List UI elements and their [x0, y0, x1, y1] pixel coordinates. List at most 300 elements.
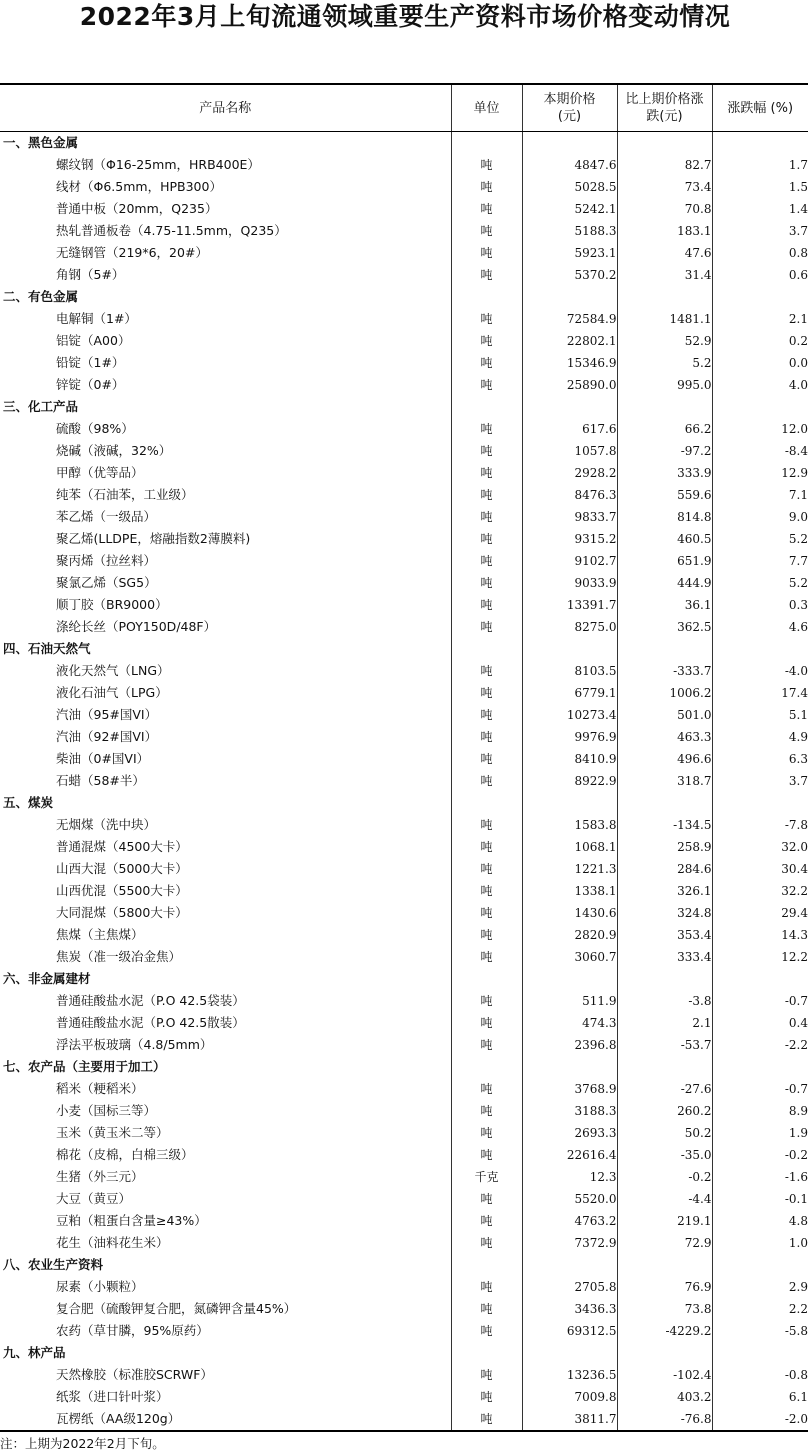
category-row — [0, 286, 808, 308]
change-percent-cell: 0.2 — [788, 334, 808, 348]
unit-cell — [451, 968, 522, 990]
unit-cell — [451, 1342, 522, 1364]
unit-cell — [451, 638, 522, 660]
price-change-cell: -134.5 — [617, 814, 712, 836]
current-price-cell: 1068.1 — [522, 836, 617, 858]
category-row — [0, 396, 808, 418]
table-row — [0, 462, 808, 484]
product-name-cell: 尿素（小颗粒） — [56, 1279, 144, 1294]
price-change-cell: 82.7 — [617, 154, 712, 176]
current-price-cell — [522, 396, 617, 418]
current-price-cell — [522, 968, 617, 990]
table-row — [0, 682, 808, 704]
price-change-cell: -35.0 — [617, 1144, 712, 1166]
change-percent-cell: -2.0 — [712, 1408, 808, 1431]
unit-cell: 吨 — [451, 154, 522, 176]
table-row — [0, 616, 808, 638]
price-change-cell: 501.0 — [617, 704, 712, 726]
product-name-cell: 大同混煤（5800大卡） — [56, 905, 188, 920]
current-price-cell: 511.9 — [522, 990, 617, 1012]
unit-cell: 吨 — [451, 1012, 522, 1034]
unit-cell: 吨 — [451, 176, 522, 198]
current-price-cell: 2928.2 — [522, 462, 617, 484]
unit-cell: 吨 — [451, 616, 522, 638]
change-percent-cell: 1.4 — [788, 202, 808, 216]
unit-cell: 吨 — [451, 484, 522, 506]
product-name-cell: 复合肥（硫酸钾复合肥，氮磷钾含量45%） — [56, 1301, 297, 1316]
change-percent-cell: 1.5 — [788, 180, 808, 194]
unit-cell — [451, 286, 522, 308]
product-name-cell: 柴油（0#国VI） — [56, 751, 150, 766]
price-table — [0, 83, 808, 1432]
unit-cell: 吨 — [451, 1232, 522, 1254]
change-percent-cell: -0.8 — [784, 1368, 808, 1382]
header-change-percent: 涨跌幅 (%) — [712, 84, 808, 132]
change-percent-cell — [712, 1254, 808, 1276]
product-name-cell: 聚氯乙烯（SG5） — [56, 575, 157, 590]
table-row — [0, 726, 808, 748]
price-change-cell — [617, 1342, 712, 1364]
product-name-cell: 线材（Φ6.5mm，HPB300） — [56, 179, 222, 194]
price-change-cell: -102.4 — [617, 1364, 712, 1386]
table-row — [0, 440, 808, 462]
unit-cell: 吨 — [451, 352, 522, 374]
price-change-cell — [617, 1254, 712, 1276]
change-percent-cell: 6.3 — [788, 752, 808, 766]
table-header-row — [0, 84, 808, 132]
price-change-cell: 496.6 — [617, 748, 712, 770]
unit-cell: 吨 — [451, 748, 522, 770]
product-name-cell: 稻米（粳稻米） — [56, 1081, 144, 1096]
current-price-cell: 9315.2 — [522, 528, 617, 550]
unit-cell: 吨 — [451, 1100, 522, 1122]
current-price-cell — [522, 1254, 617, 1276]
table-row — [0, 924, 808, 946]
price-change-cell — [617, 638, 712, 660]
current-price-cell: 5370.2 — [522, 264, 617, 286]
table-row — [0, 418, 808, 440]
table-row — [0, 1386, 808, 1408]
unit-cell: 吨 — [451, 550, 522, 572]
unit-cell: 吨 — [451, 704, 522, 726]
unit-cell — [451, 1056, 522, 1078]
change-percent-cell: 32.0 — [781, 840, 808, 854]
price-change-cell: -4.4 — [617, 1188, 712, 1210]
category-row — [0, 968, 808, 990]
change-percent-cell: 1.0 — [788, 1236, 808, 1250]
price-change-cell: 333.9 — [617, 462, 712, 484]
unit-cell: 吨 — [451, 1188, 522, 1210]
product-name-cell: 液化天然气（LNG） — [56, 663, 170, 678]
change-percent-cell — [712, 1056, 808, 1078]
current-price-cell: 8275.0 — [522, 616, 617, 638]
current-price-cell: 5188.3 — [522, 220, 617, 242]
current-price-cell: 1057.8 — [522, 440, 617, 462]
category-row — [0, 792, 808, 814]
category-name-cell: 四、石油天然气 — [3, 641, 91, 656]
price-change-cell: 31.4 — [617, 264, 712, 286]
change-percent-cell: 17.4 — [781, 686, 808, 700]
table-row — [0, 594, 808, 616]
category-name-cell: 一、黑色金属 — [3, 135, 79, 150]
category-name-cell: 五、煤炭 — [3, 795, 54, 810]
table-row — [0, 748, 808, 770]
current-price-cell — [522, 638, 617, 660]
current-price-cell: 3811.7 — [522, 1408, 617, 1431]
price-change-cell: -4229.2 — [617, 1320, 712, 1342]
change-percent-cell: -7.8 — [784, 818, 808, 832]
change-percent-cell: 12.9 — [781, 466, 808, 480]
header-current-price-label: 本期价格(元) — [543, 92, 596, 124]
price-change-cell: 284.6 — [617, 858, 712, 880]
change-percent-cell: 9.0 — [788, 510, 808, 524]
change-percent-cell: 4.0 — [788, 378, 808, 392]
change-percent-cell: 4.9 — [788, 730, 808, 744]
current-price-cell: 1583.8 — [522, 814, 617, 836]
table-row — [0, 836, 808, 858]
price-change-cell: 353.4 — [617, 924, 712, 946]
current-price-cell — [522, 132, 617, 155]
product-name-cell: 棉花（皮棉，白棉三级） — [56, 1147, 194, 1162]
change-percent-cell: 5.2 — [788, 532, 808, 546]
change-percent-cell: -4.0 — [784, 664, 808, 678]
product-name-cell: 玉米（黄玉米二等） — [56, 1125, 169, 1140]
price-change-cell: 995.0 — [617, 374, 712, 396]
price-change-cell: 52.9 — [617, 330, 712, 352]
table-row — [0, 946, 808, 968]
current-price-cell: 3436.3 — [522, 1298, 617, 1320]
unit-cell: 吨 — [451, 1386, 522, 1408]
product-name-cell: 汽油（95#国VI） — [56, 707, 158, 722]
table-row — [0, 550, 808, 572]
price-change-cell: 183.1 — [617, 220, 712, 242]
table-row — [0, 1188, 808, 1210]
product-name-cell: 硫酸（98%） — [56, 421, 134, 436]
price-change-cell: 463.3 — [617, 726, 712, 748]
current-price-cell: 3060.7 — [522, 946, 617, 968]
change-percent-cell: 1.7 — [788, 158, 808, 172]
change-percent-cell: 32.2 — [781, 884, 808, 898]
unit-cell: 吨 — [451, 1144, 522, 1166]
unit-cell: 吨 — [451, 330, 522, 352]
change-percent-cell: -0.7 — [784, 1082, 808, 1096]
current-price-cell: 2396.8 — [522, 1034, 617, 1056]
price-change-cell: 36.1 — [617, 594, 712, 616]
change-percent-cell — [712, 638, 808, 660]
change-percent-cell: 2.2 — [788, 1302, 808, 1316]
header-price-change-label: 比上期价格涨跌(元) — [625, 92, 704, 124]
product-name-cell: 花生（油料花生米） — [56, 1235, 169, 1250]
unit-cell: 吨 — [451, 770, 522, 792]
footnote: 注：上期为2022年2月下旬。 — [0, 1436, 165, 1451]
price-change-cell: -27.6 — [617, 1078, 712, 1100]
current-price-cell: 25890.0 — [522, 374, 617, 396]
table-row — [0, 814, 808, 836]
price-change-cell — [617, 286, 712, 308]
category-name-cell: 三、化工产品 — [3, 399, 79, 414]
price-change-cell: 76.9 — [617, 1276, 712, 1298]
unit-cell — [451, 1254, 522, 1276]
change-percent-cell: -0.1 — [784, 1192, 808, 1206]
current-price-cell: 2693.3 — [522, 1122, 617, 1144]
unit-cell: 吨 — [451, 902, 522, 924]
table-row — [0, 1166, 808, 1188]
product-name-cell: 螺纹钢（Φ16-25mm，HRB400E） — [56, 157, 260, 172]
price-change-cell: 1481.1 — [617, 308, 712, 330]
product-name-cell: 纯苯（石油苯，工业级） — [56, 487, 194, 502]
price-change-cell: 258.9 — [617, 836, 712, 858]
product-name-cell: 无缝钢管（219*6，20#） — [56, 245, 208, 260]
current-price-cell: 3768.9 — [522, 1078, 617, 1100]
table-row — [0, 528, 808, 550]
change-percent-cell: 6.1 — [788, 1390, 808, 1404]
price-change-cell: 1006.2 — [617, 682, 712, 704]
current-price-cell: 5242.1 — [522, 198, 617, 220]
table-row — [0, 264, 808, 286]
current-price-cell: 10273.4 — [522, 704, 617, 726]
table-row — [0, 1034, 808, 1056]
table-row — [0, 1276, 808, 1298]
unit-cell: 吨 — [451, 660, 522, 682]
table-row — [0, 1364, 808, 1386]
current-price-cell: 8410.9 — [522, 748, 617, 770]
unit-cell: 吨 — [451, 528, 522, 550]
unit-cell: 吨 — [451, 1276, 522, 1298]
current-price-cell: 7009.8 — [522, 1386, 617, 1408]
header-unit: 单位 — [451, 84, 522, 132]
change-percent-cell: 14.3 — [781, 928, 808, 942]
price-change-cell: 5.2 — [617, 352, 712, 374]
product-name-cell: 山西大混（5000大卡） — [56, 861, 188, 876]
product-name-cell: 焦炭（准一级冶金焦） — [56, 949, 182, 964]
change-percent-cell: 0.8 — [788, 246, 808, 260]
table-row — [0, 1320, 808, 1342]
price-change-cell: -53.7 — [617, 1034, 712, 1056]
change-percent-cell: 0.3 — [788, 598, 808, 612]
product-name-cell: 甲醇（优等品） — [56, 465, 144, 480]
category-row — [0, 1254, 808, 1276]
current-price-cell: 13391.7 — [522, 594, 617, 616]
table-row — [0, 506, 808, 528]
product-name-cell: 热轧普通板卷（4.75-11.5mm，Q235） — [56, 223, 287, 238]
change-percent-cell: 2.1 — [788, 312, 808, 326]
current-price-cell: 5923.1 — [522, 242, 617, 264]
unit-cell: 吨 — [451, 242, 522, 264]
change-percent-cell: 2.9 — [788, 1280, 808, 1294]
product-name-cell: 纸浆（进口针叶浆） — [56, 1389, 169, 1404]
page-title: 2022年3月上旬流通领域重要生产资料市场价格变动情况 — [79, 2, 731, 31]
table-row — [0, 308, 808, 330]
change-percent-cell — [712, 968, 808, 990]
product-name-cell: 锌锭（0#） — [56, 377, 125, 392]
current-price-cell: 13236.5 — [522, 1364, 617, 1386]
price-change-cell: 70.8 — [617, 198, 712, 220]
change-percent-cell: -0.7 — [784, 994, 808, 1008]
change-percent-cell: 3.7 — [788, 224, 808, 238]
category-name-cell: 二、有色金属 — [3, 289, 79, 304]
product-name-cell: 电解铜（1#） — [56, 311, 137, 326]
current-price-cell: 2705.8 — [522, 1276, 617, 1298]
current-price-cell — [522, 286, 617, 308]
category-row — [0, 1056, 808, 1078]
current-price-cell: 8922.9 — [522, 770, 617, 792]
category-row — [0, 132, 808, 155]
table-row — [0, 704, 808, 726]
change-percent-cell: 4.6 — [788, 620, 808, 634]
change-percent-cell: -0.2 — [784, 1148, 808, 1162]
product-name-cell: 普通硅酸盐水泥（P.O 42.5散装） — [56, 1015, 245, 1030]
unit-cell: 吨 — [451, 726, 522, 748]
unit-cell: 吨 — [451, 264, 522, 286]
table-row — [0, 1144, 808, 1166]
table-row — [0, 242, 808, 264]
price-change-cell: 318.7 — [617, 770, 712, 792]
unit-cell: 吨 — [451, 506, 522, 528]
header-current-price — [522, 84, 617, 132]
category-name-cell: 九、林产品 — [3, 1345, 66, 1360]
product-name-cell: 聚丙烯（拉丝料） — [56, 553, 157, 568]
current-price-cell: 6779.1 — [522, 682, 617, 704]
current-price-cell — [522, 792, 617, 814]
price-change-cell: 50.2 — [617, 1122, 712, 1144]
change-percent-cell: -1.6 — [784, 1170, 808, 1184]
price-change-cell: 2.1 — [617, 1012, 712, 1034]
table-row — [0, 374, 808, 396]
table-row — [0, 1408, 808, 1431]
table-row — [0, 198, 808, 220]
header-product-name: 产品名称 — [0, 84, 451, 132]
price-change-cell — [617, 1056, 712, 1078]
unit-cell: 吨 — [451, 814, 522, 836]
change-percent-cell: 0.0 — [788, 356, 808, 370]
price-change-cell — [617, 968, 712, 990]
table-row — [0, 1078, 808, 1100]
product-name-cell: 普通混煤（4500大卡） — [56, 839, 188, 854]
header-price-change — [617, 84, 712, 132]
change-percent-cell: -5.8 — [784, 1324, 808, 1338]
current-price-cell: 1221.3 — [522, 858, 617, 880]
unit-cell: 吨 — [451, 374, 522, 396]
product-name-cell: 聚乙烯(LLDPE，熔融指数2薄膜料) — [56, 531, 251, 546]
unit-cell: 吨 — [451, 198, 522, 220]
product-name-cell: 苯乙烯（一级品） — [56, 509, 157, 524]
table-row — [0, 990, 808, 1012]
price-change-cell: -333.7 — [617, 660, 712, 682]
current-price-cell: 1430.6 — [522, 902, 617, 924]
unit-cell: 吨 — [451, 990, 522, 1012]
unit-cell: 吨 — [451, 858, 522, 880]
unit-cell — [451, 792, 522, 814]
table-body — [0, 132, 808, 1432]
current-price-cell: 5028.5 — [522, 176, 617, 198]
price-change-cell: 73.8 — [617, 1298, 712, 1320]
unit-cell: 吨 — [451, 440, 522, 462]
current-price-cell: 72584.9 — [522, 308, 617, 330]
unit-cell: 吨 — [451, 1034, 522, 1056]
price-change-cell: 362.5 — [617, 616, 712, 638]
product-name-cell: 农药（草甘膦，95%原药） — [56, 1323, 209, 1338]
price-change-cell: 814.8 — [617, 506, 712, 528]
category-name-cell: 八、农业生产资料 — [3, 1257, 104, 1272]
price-change-cell — [617, 396, 712, 418]
unit-cell: 吨 — [451, 682, 522, 704]
unit-cell: 吨 — [451, 220, 522, 242]
product-name-cell: 无烟煤（洗中块） — [56, 817, 157, 832]
current-price-cell: 2820.9 — [522, 924, 617, 946]
unit-cell: 吨 — [451, 1078, 522, 1100]
product-name-cell: 小麦（国标三等） — [56, 1103, 157, 1118]
unit-cell: 吨 — [451, 1298, 522, 1320]
change-percent-cell: 5.2 — [788, 576, 808, 590]
change-percent-cell — [712, 792, 808, 814]
product-name-cell: 生猪（外三元） — [56, 1169, 144, 1184]
product-name-cell: 天然橡胶（标准胶SCRWF） — [56, 1367, 213, 1382]
product-name-cell: 焦煤（主焦煤） — [56, 927, 144, 942]
price-change-cell: 73.4 — [617, 176, 712, 198]
change-percent-cell: 0.4 — [788, 1016, 808, 1030]
table-row — [0, 220, 808, 242]
change-percent-cell: 7.1 — [788, 488, 808, 502]
change-percent-cell: -8.4 — [784, 444, 808, 458]
product-name-cell: 普通硅酸盐水泥（P.O 42.5袋装） — [56, 993, 245, 1008]
current-price-cell: 4847.6 — [522, 154, 617, 176]
unit-cell: 千克 — [451, 1166, 522, 1188]
price-change-cell: 66.2 — [617, 418, 712, 440]
price-change-cell: 47.6 — [617, 242, 712, 264]
change-percent-cell: -2.2 — [784, 1038, 808, 1052]
current-price-cell: 1338.1 — [522, 880, 617, 902]
current-price-cell: 9102.7 — [522, 550, 617, 572]
table-row — [0, 572, 808, 594]
change-percent-cell: 0.6 — [788, 268, 808, 282]
product-name-cell: 烧碱（液碱，32%） — [56, 443, 172, 458]
category-name-cell: 七、农产品（主要用于加工） — [3, 1059, 166, 1074]
change-percent-cell: 30.4 — [781, 862, 808, 876]
table-row — [0, 176, 808, 198]
unit-cell: 吨 — [451, 1210, 522, 1232]
product-name-cell: 石蜡（58#半） — [56, 773, 145, 788]
price-change-cell: 460.5 — [617, 528, 712, 550]
unit-cell: 吨 — [451, 1122, 522, 1144]
category-row — [0, 638, 808, 660]
price-change-cell: -0.2 — [617, 1166, 712, 1188]
product-name-cell: 顺丁胶（BR9000） — [56, 597, 168, 612]
price-change-cell: 72.9 — [617, 1232, 712, 1254]
current-price-cell: 22802.1 — [522, 330, 617, 352]
table-row — [0, 352, 808, 374]
change-percent-cell: 1.9 — [788, 1126, 808, 1140]
table-row — [0, 1298, 808, 1320]
price-change-cell: 260.2 — [617, 1100, 712, 1122]
current-price-cell: 5520.0 — [522, 1188, 617, 1210]
product-name-cell: 大豆（黄豆） — [56, 1191, 132, 1206]
change-percent-cell — [712, 396, 808, 418]
change-percent-cell: 12.2 — [781, 950, 808, 964]
current-price-cell: 474.3 — [522, 1012, 617, 1034]
current-price-cell: 69312.5 — [522, 1320, 617, 1342]
current-price-cell: 9033.9 — [522, 572, 617, 594]
price-change-cell: 333.4 — [617, 946, 712, 968]
price-change-cell: -76.8 — [617, 1408, 712, 1431]
price-change-cell: 651.9 — [617, 550, 712, 572]
product-name-cell: 涤纶长丝（POY150D/48F） — [56, 619, 217, 634]
table-row — [0, 1012, 808, 1034]
category-row — [0, 1342, 808, 1364]
change-percent-cell: 29.4 — [781, 906, 808, 920]
unit-cell: 吨 — [451, 1364, 522, 1386]
unit-cell: 吨 — [451, 462, 522, 484]
price-change-cell: -3.8 — [617, 990, 712, 1012]
